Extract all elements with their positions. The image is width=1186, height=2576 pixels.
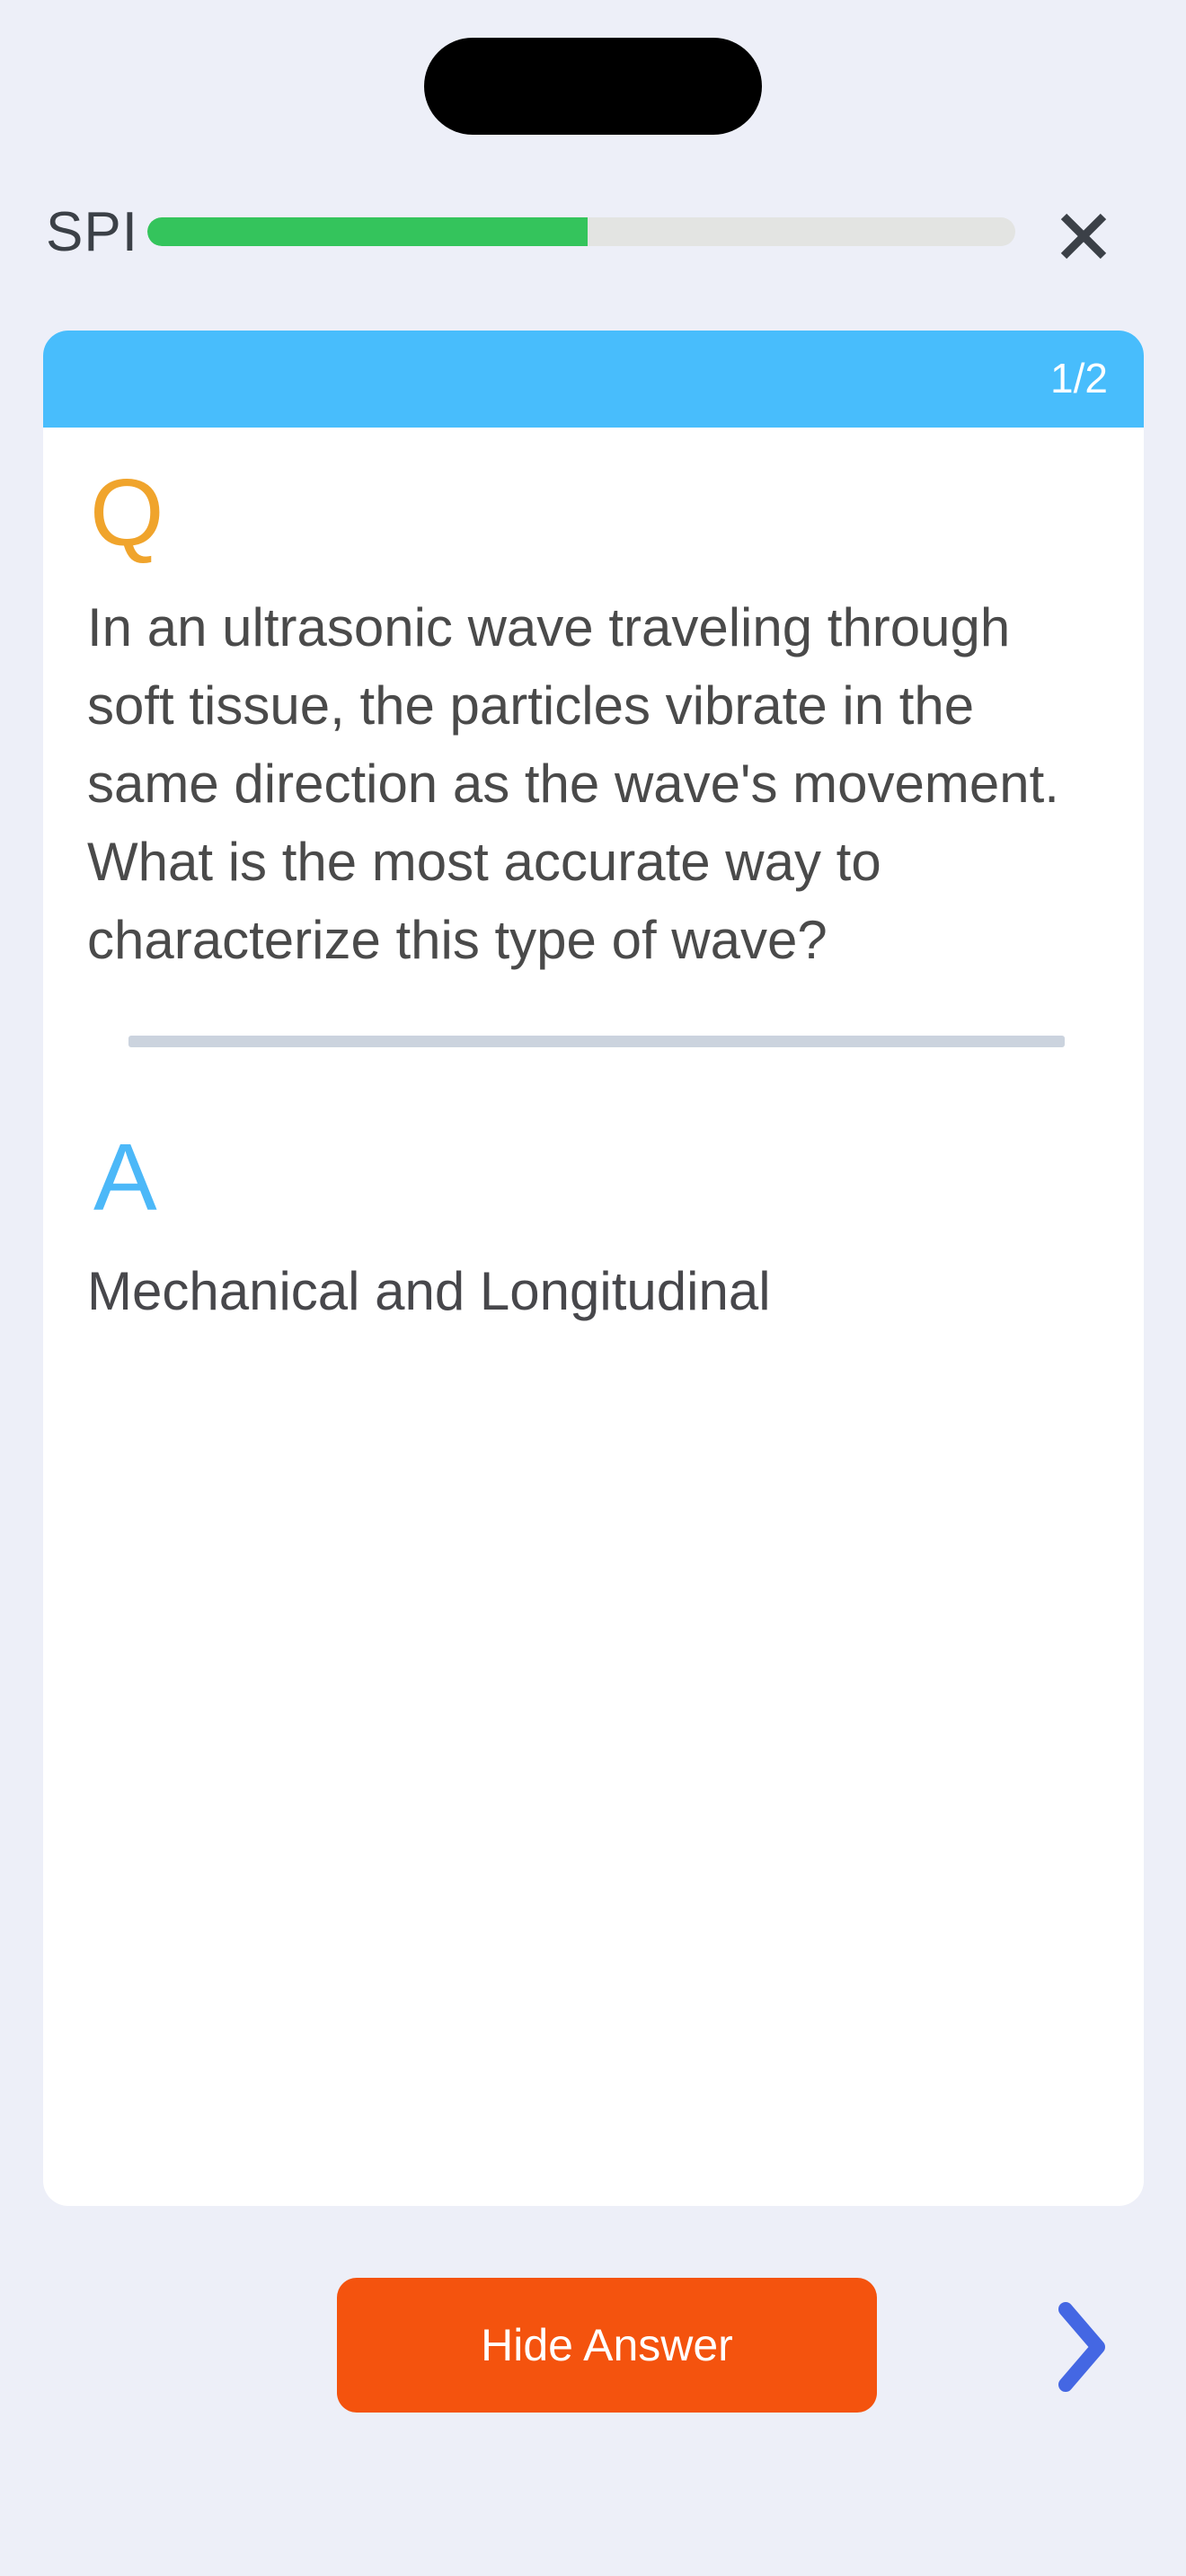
card-counter: 1/2 [1050,355,1108,401]
progress-bar [147,217,1015,246]
close-button[interactable] [1045,199,1113,268]
progress-fill [147,217,588,246]
answer-text: Mechanical and Longitudinal [87,1261,771,1321]
course-label: SPI [46,201,138,263]
answer-marker: A [93,1125,157,1231]
card-divider [128,1036,1065,1047]
chevron-right-icon [1031,2298,1130,2396]
question-text: In an ultrasonic wave traveling through soft tissue, the particles vibrate in the same direction as the wave's movement. What is the most accurate way to characterize this type of wave? [87,597,1059,970]
card-header [43,331,1144,428]
hide-answer-button[interactable]: Hide Answer [337,2278,877,2413]
flashcard[interactable] [43,331,1144,2206]
close-icon [1045,199,1113,268]
dynamic-island [424,38,762,135]
question-marker: Q [90,460,164,566]
next-button[interactable] [1031,2289,1130,2405]
